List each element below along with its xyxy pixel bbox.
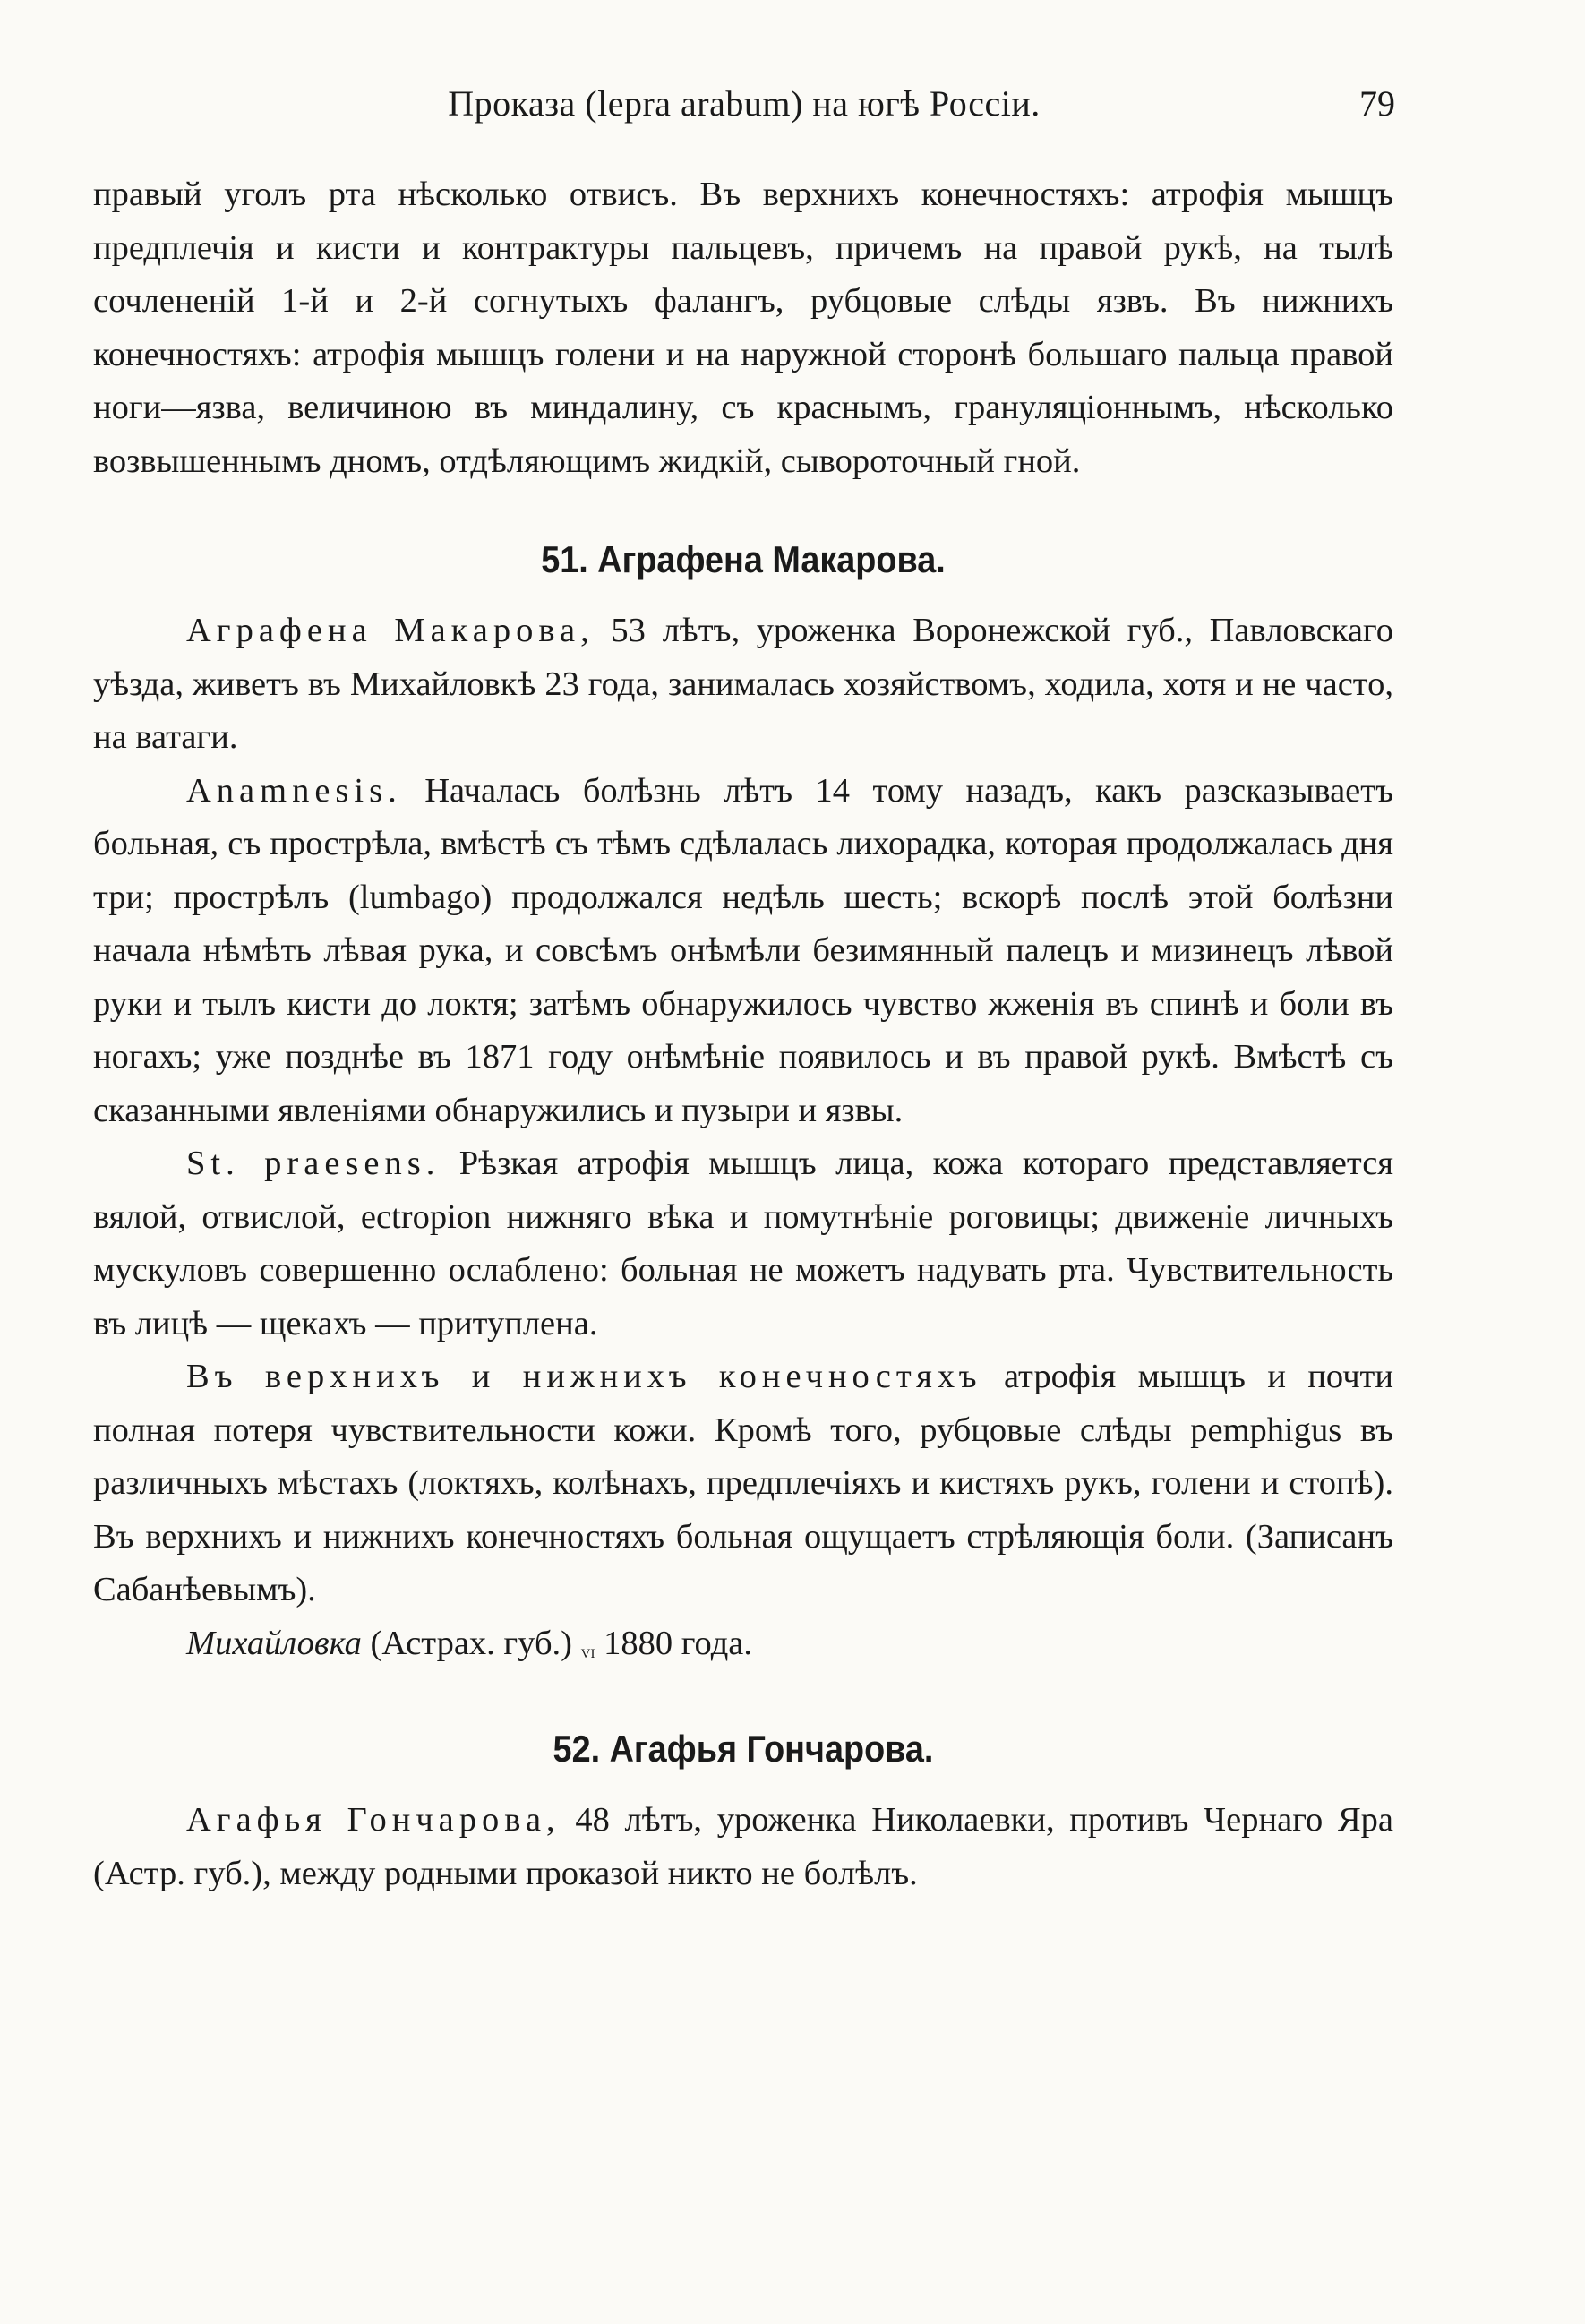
limbs-label: Въ верхнихъ и нижнихъ конечностяхъ [186,1358,982,1395]
place-province: (Астрах. губ.) [361,1624,581,1662]
case-51-heading: 51. Аграфена Макарова. [541,538,946,580]
case-51-status [93,1137,1393,1351]
case-52-intro-text: 48 лѣтъ, уроженка Николаевки, противъ Чернаго Яра (Астр. губ.), между родными проказой никто не болѣлъ. [93,1801,1393,1892]
page-number: 79 [1359,83,1395,124]
case-51-anamnesis [93,765,1393,1138]
running-title: Проказа (lepra arabum) на югѣ Россіи. [448,83,1041,124]
year-text: 1880 года. [595,1624,752,1662]
month-numeral: vi [580,1639,595,1662]
body-text [93,168,1393,1900]
patient-name: Аграфена Макарова, [186,612,595,649]
status-label: St. praesens. [186,1145,441,1182]
case-52-heading: 52. Агафья Гончарова. [553,1728,934,1770]
case-51-place-date [93,1617,1393,1678]
limbs-text: атрофія мышцъ и почти полная потеря чувствительности кожи. Кромѣ того, рубцовые слѣды pemphigus въ различныхъ мѣстахъ (локтяхъ, колѣнахъ, предплечіяхъ и кистяхъ рукъ, голени и стопѣ). Въ верхнихъ и нижнихъ конечностяхъ больная ощущаетъ стрѣляющія боли. (Записанъ Сабанѣевымъ). [93,1358,1393,1608]
running-header [93,82,1395,136]
anamnesis-label: Anamnesis. [186,771,402,810]
status-text: Рѣзкая атрофія мышцъ лица, кожа котораго представляется вялой, отвислой, ectropion нижняго вѣка и помутнѣніе роговицы; движеніе личныхъ мускуловъ совершенно ослаблено: больная не можетъ надувать рта. Чувствительность въ лицѣ — щекахъ — притуплена. [93,1145,1393,1342]
case-51-intro-text: 53 лѣтъ, уроженка Воронежской губ., Павловскаго уѣзда, живетъ въ Михайловкѣ 23 года, занималась хозяйствомъ, ходила, хотя и не часто, на ватаги. [93,612,1393,756]
anamnesis-text: Началась болѣзнь лѣтъ 14 тому назадъ, какъ разсказываетъ больная, съ прострѣла, вмѣстѣ съ тѣмъ сдѣлалась лихорадка, которая продолжалась дня три; прострѣлъ (lumbago) продолжался недѣль шесть; вскорѣ послѣ этой болѣзни начала нѣмѣть лѣвая рука, и совсѣмъ онѣмѣли безимянный палецъ и мизинецъ лѣвой руки и тылъ кисти до локтя; затѣмъ обнаружилось чувство жженія въ спинѣ и боли въ ногахъ; уже позднѣе въ 1871 году онѣмѣніе появилось и въ правой рукѣ. Вмѣстѣ съ сказанными явленіями обнаружились и пузыри и язвы. [93,771,1393,1129]
case-52-intro [93,1794,1393,1900]
case-51-intro [93,605,1393,765]
case-51-limbs [93,1351,1393,1617]
place-name: Михайловка [186,1624,362,1662]
patient-name: Агафья Гончарова, [186,1801,561,1839]
paragraph-continuation: правый уголъ рта нѣсколько отвисъ. Въ верхнихъ конечностяхъ: атрофія мышцъ предплечія и кисти и контрактуры пальцевъ, причемъ на правой рукѣ, на тылѣ сочлененій 1-й и 2-й согнутыхъ фалангъ, рубцовые слѣды язвъ. Въ нижнихъ конечностяхъ: атрофія мышцъ голени и на наружной сторонѣ большаго пальца правой ноги—язва, величиною въ миндалину, съ краснымъ, грануляціоннымъ, нѣсколько возвышеннымъ дномъ, отдѣляющимъ жидкій, сывороточный гной. [93,176,1393,480]
